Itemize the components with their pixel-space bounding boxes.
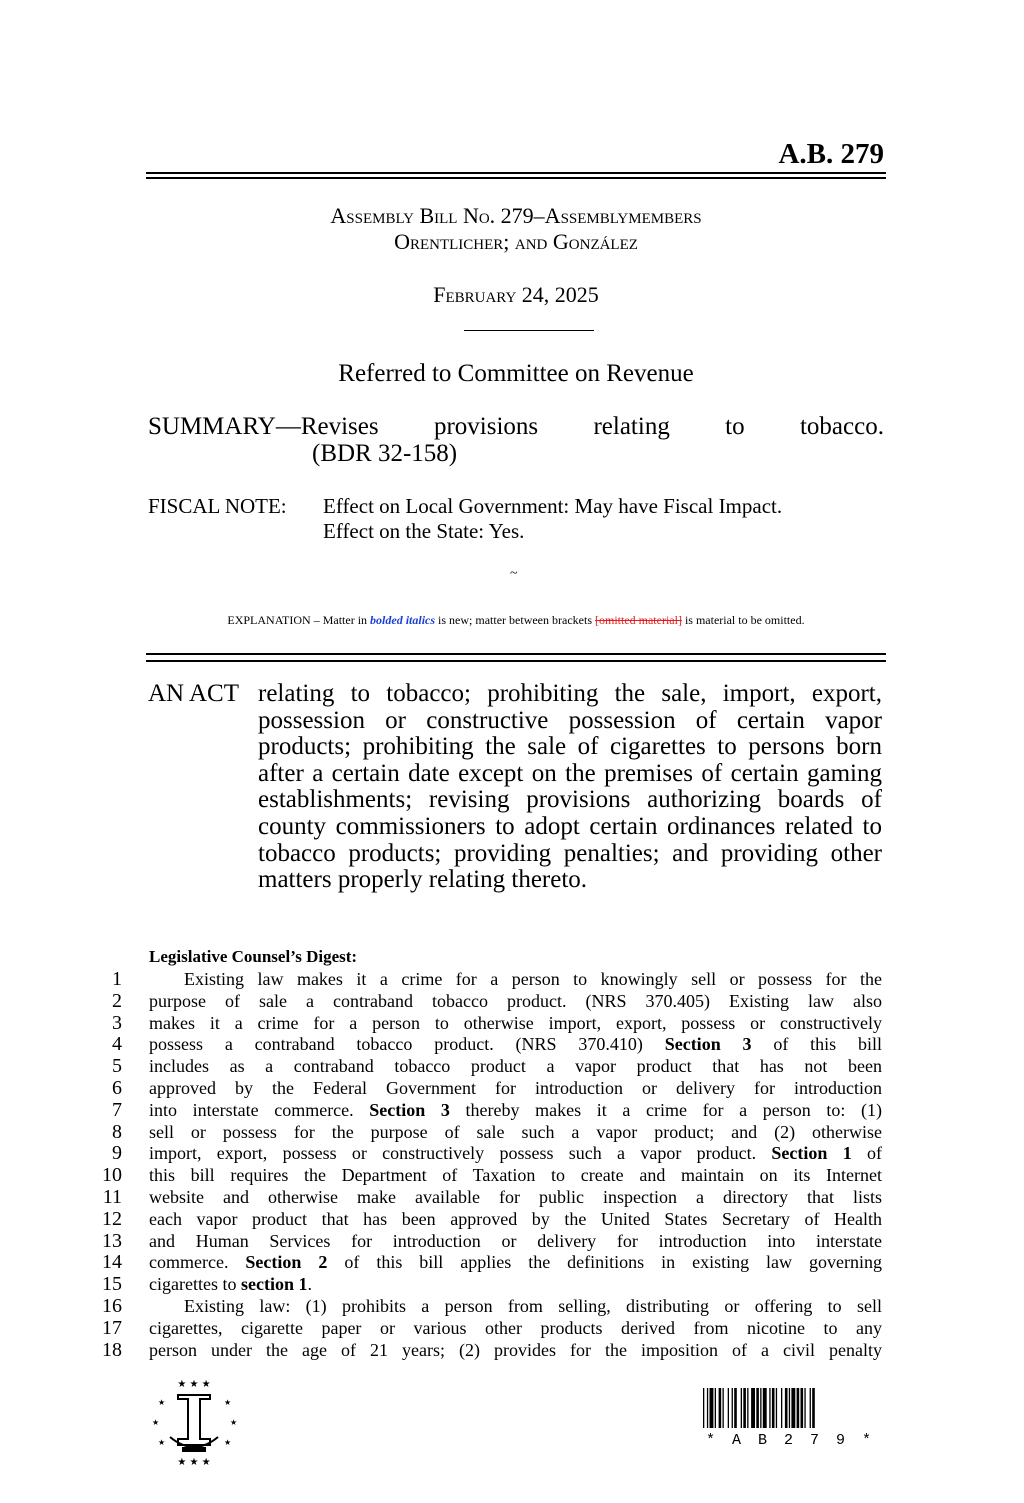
omitted-matter-marker: [omitted material]	[594, 613, 682, 627]
fiscal-note-label: FISCAL NOTE:	[148, 494, 287, 518]
summary-label: SUMMARY—Revises	[148, 413, 379, 440]
line-number: 18	[102, 1338, 122, 1361]
svg-text:★ ★ ★: ★ ★ ★	[177, 1457, 211, 1467]
digest-text-segment: person under the age of 21 years; (2) provides for the imposition of a civil penalty	[149, 1339, 882, 1360]
line-number: 10	[102, 1164, 122, 1187]
digest-line-text	[149, 1340, 882, 1362]
barcode-bar	[781, 1388, 782, 1428]
line-number: 7	[112, 1098, 122, 1121]
bill-number: A.B. 279	[778, 138, 884, 170]
digest-line-text	[149, 1187, 882, 1209]
digest-text-segment: into interstate commerce.	[149, 1099, 354, 1120]
act-body: possession or constructive possession of certain vapor products; prohibiting the sale of cigarettes to persons born after a certain date except on the premises of certain gaming establishments; revising provisions authorizing boards of county commissioners to adopt certain ordinances related to tobacco products; providing penalties; and providing other matters properly relating thereto.	[258, 706, 882, 894]
digest-line-text	[149, 1274, 882, 1296]
digest-text-segment: cigarettes, cigarette paper or various other products derived from nicotine to any	[149, 1317, 882, 1338]
digest-text-segment: commerce.	[149, 1252, 229, 1273]
digest-line-text	[149, 1252, 882, 1274]
svg-text:★: ★	[224, 1438, 232, 1447]
barcode-bar	[747, 1388, 748, 1428]
barcode-bar	[719, 1388, 722, 1428]
line-number: 12	[102, 1207, 122, 1230]
state-seal-icon	[148, 1375, 240, 1467]
barcode-bar	[812, 1388, 815, 1428]
committee-referral: Referred to Committee on Revenue	[338, 360, 694, 387]
barcode-bar	[734, 1388, 737, 1428]
new-matter-marker: bolded italics	[370, 613, 436, 627]
digest-text-segment: of this bill applies the definitions in existing law governing	[344, 1252, 882, 1273]
digest-line-text	[149, 1231, 882, 1253]
digest-line	[100, 969, 882, 991]
section-reference: Section 3	[369, 1099, 450, 1120]
barcode-bar	[741, 1388, 742, 1428]
line-number: 3	[112, 1011, 122, 1034]
digest-line	[100, 991, 882, 1013]
svg-text:★: ★	[158, 1398, 166, 1407]
barcode-bar	[760, 1388, 761, 1428]
line-number: 9	[112, 1142, 122, 1165]
svg-text:★: ★	[230, 1418, 238, 1427]
digest-line-text	[149, 1209, 882, 1231]
barcode-bar	[703, 1388, 704, 1428]
digest-text-segment: each vapor product that has been approved by the United States Secretary of Health	[149, 1208, 882, 1229]
digest-line	[100, 1274, 882, 1296]
line-number: 11	[102, 1185, 122, 1208]
digest-line	[100, 1100, 882, 1122]
act-first-line: relating to tobacco; prohibiting the sale, import, export,	[258, 680, 882, 707]
barcode-bar	[801, 1388, 804, 1428]
sponsors-block	[146, 203, 886, 255]
section-reference: Section 1	[771, 1143, 852, 1164]
line-number: 15	[102, 1273, 122, 1296]
digest-text-segment: and Human Services for introduction or delivery for introduction into interstate	[149, 1230, 882, 1251]
digest-line	[100, 1231, 882, 1253]
barcode-bar	[723, 1388, 724, 1428]
barcode-bar	[791, 1388, 795, 1428]
digest-text-segment: purpose of sale a contraband tobacco product. (NRS 370.405) Existing law also	[149, 990, 882, 1011]
line-number: 14	[102, 1251, 122, 1274]
digest-line	[100, 1122, 882, 1144]
barcode-bar	[756, 1388, 759, 1428]
digest-line-text	[149, 969, 882, 991]
barcode-bar	[732, 1388, 733, 1428]
barcode-bar	[785, 1388, 788, 1428]
section-reference: section 1	[240, 1274, 308, 1295]
line-number: 16	[102, 1294, 122, 1317]
line-number: 6	[112, 1076, 122, 1099]
digest-line-text	[149, 1034, 882, 1056]
digest-line-text	[149, 1100, 882, 1122]
svg-text:★: ★	[152, 1418, 160, 1427]
digest-text-segment: import, export, possess or constructively possess such a vapor product.	[149, 1143, 757, 1164]
barcode-label: * A B 2 7 9 *	[705, 1432, 876, 1449]
barcode-bar	[804, 1388, 805, 1428]
barcode-bar	[789, 1388, 790, 1428]
svg-text:★ ★ ★: ★ ★ ★	[177, 1379, 211, 1390]
header-rule-top	[146, 172, 886, 174]
digest-text-segment: Existing law makes it a crime for a person to knowingly sell or possess for the	[184, 969, 882, 989]
digest-text-segment: possess a contraband tobacco product. (NRS 370.410)	[149, 1034, 643, 1055]
digest-line	[100, 1340, 882, 1362]
barcode-bar	[772, 1388, 775, 1428]
digest-line	[100, 1013, 882, 1035]
explanation-line	[146, 613, 886, 628]
summary-block	[148, 413, 884, 467]
barcode-bar	[728, 1388, 729, 1428]
barcode-bar	[763, 1388, 767, 1428]
digest-text-segment: this bill requires the Department of Taxation to create and maintain on its Internet	[149, 1165, 882, 1186]
digest-line-text	[149, 1078, 882, 1100]
digest-line	[100, 1034, 882, 1056]
barcode-bar	[715, 1388, 716, 1428]
bdr-number: (BDR 32-158)	[312, 440, 458, 467]
digest-line-text	[149, 991, 882, 1013]
digest-line-text	[149, 1122, 882, 1144]
barcode-bar	[751, 1388, 755, 1428]
fiscal-note-state: Effect on the State: Yes.	[323, 519, 525, 543]
digest-line	[100, 1252, 882, 1274]
barcode-bar	[707, 1388, 708, 1428]
sponsors-line-2: Orentlicher; and González	[394, 229, 638, 254]
barcode-bar	[810, 1388, 811, 1428]
digest-line-text	[149, 1143, 882, 1165]
digest-text-segment: includes as a contraband tobacco product a vapor product that has not been	[149, 1056, 882, 1077]
explanation-middle: is new; matter between brackets	[438, 613, 592, 627]
digest-line	[100, 1165, 882, 1187]
digest-text-segment: of	[867, 1143, 883, 1164]
digest-line	[100, 1318, 882, 1340]
fiscal-note	[148, 494, 782, 544]
tilde-mark: ~	[510, 566, 518, 581]
act-lead: AN ACT	[148, 680, 239, 707]
digest-text-segment: cigarettes to	[149, 1274, 237, 1295]
barcode-icon	[703, 1388, 878, 1428]
digest-text-segment: website and otherwise make available for public inspection a directory that lists	[149, 1186, 882, 1207]
digest-body	[100, 969, 882, 1361]
line-number: 8	[112, 1120, 122, 1143]
barcode-bar	[743, 1388, 746, 1428]
line-number: 5	[112, 1055, 122, 1078]
digest-line-text	[149, 1296, 882, 1318]
line-number: 1	[112, 968, 122, 990]
digest-title: Legislative Counsel’s Digest:	[149, 947, 358, 966]
barcode-bar	[797, 1388, 800, 1428]
digest-line	[100, 1209, 882, 1231]
explanation-suffix: is material to be omitted.	[684, 613, 805, 627]
digest-line	[100, 1056, 882, 1078]
barcode-bar	[710, 1388, 714, 1428]
digest-line	[100, 1296, 882, 1318]
digest-line-text	[149, 1056, 882, 1078]
digest-text-segment: of this bill	[773, 1034, 883, 1055]
date-rule	[464, 330, 594, 331]
digest-text-segment: makes it a crime for a person to otherwise import, export, possess or constructively	[149, 1012, 882, 1033]
digest-line	[100, 1078, 882, 1100]
section-reference: Section 2	[245, 1252, 328, 1273]
explanation-prefix: EXPLANATION – Matter in	[227, 613, 368, 627]
digest-text-segment: Existing law: (1) prohibits a person from selling, distributing or offering to sell	[184, 1295, 882, 1316]
summary-word: tobacco.	[799, 413, 884, 440]
digest-text-segment: .	[307, 1274, 312, 1295]
digest-line-text	[149, 1165, 882, 1187]
summary-word: provisions	[433, 413, 539, 440]
line-number: 13	[102, 1229, 122, 1252]
header-rule-bottom	[146, 177, 886, 179]
digest-line	[100, 1187, 882, 1209]
digest-text-segment: sell or possess for the purpose of sale such a vapor product; and (2) otherwise	[149, 1121, 882, 1142]
digest-text-segment: thereby makes it a crime for a person to: (1)	[465, 1099, 883, 1120]
summary-word: to	[725, 413, 745, 440]
svg-text:★: ★	[224, 1398, 232, 1407]
digest-line	[100, 1143, 882, 1165]
sponsors-line-1: Assembly Bill No. 279–Assemblymembers	[330, 203, 702, 228]
svg-text:★: ★	[158, 1438, 166, 1447]
summary-word: relating	[593, 413, 670, 440]
introduction-date: February 24, 2025	[433, 282, 599, 307]
barcode-bar	[776, 1388, 777, 1428]
digest-line-text	[149, 1013, 882, 1035]
fiscal-note-local: Effect on Local Government: May have Fiscal Impact.	[323, 494, 783, 518]
barcode-bar	[769, 1388, 770, 1428]
digest-line-text	[149, 1318, 882, 1340]
line-number: 17	[102, 1316, 122, 1339]
act-title	[148, 681, 882, 894]
explanation-double-rule	[146, 653, 886, 662]
digest-text-segment: approved by the Federal Government for introduction or delivery for introduction	[149, 1077, 882, 1098]
line-number: 2	[112, 989, 122, 1012]
line-number: 4	[112, 1033, 122, 1056]
section-reference: Section 3	[664, 1034, 752, 1055]
